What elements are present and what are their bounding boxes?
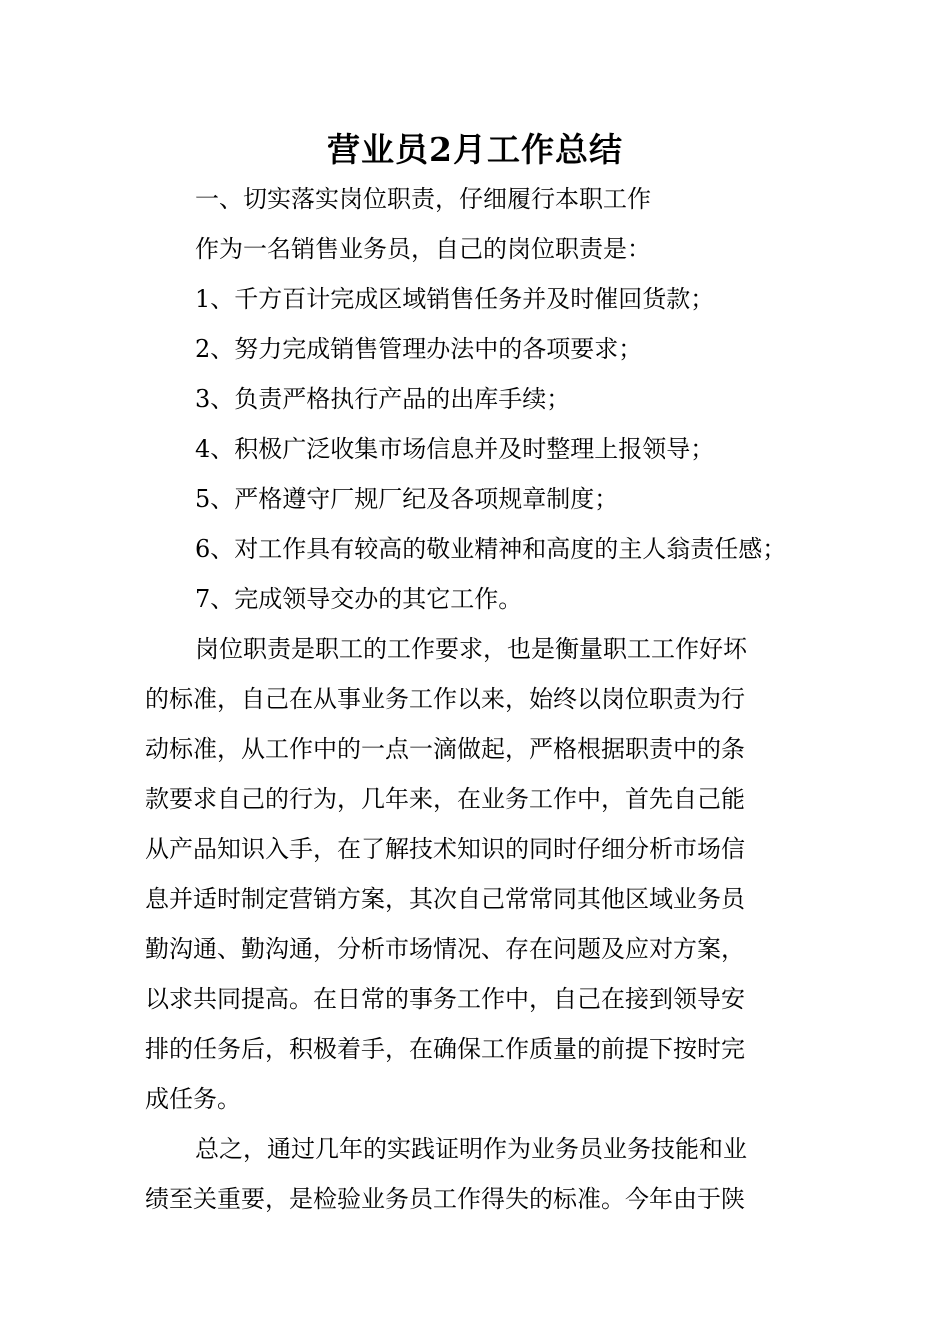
paragraph-line: 排的任务后，积极着手，在确保工作质量的前提下按时完 [145,1035,745,1063]
duty-item: 2、努力完成销售管理办法中的各项要求； [195,335,643,363]
paragraph-line: 绩至关重要，是检验业务员工作得失的标准。今年由于陕 [145,1185,745,1213]
duty-item: 5、严格遵守厂规厂纪及各项规章制度； [195,485,619,513]
paragraph-line: 息并适时制定营销方案，其次自己常常同其他区域业务员 [145,885,745,913]
duty-item: 4、积极广泛收集市场信息并及时整理上报领导； [195,435,715,463]
paragraph-line: 成任务。 [145,1085,241,1113]
duty-item: 3、负责严格执行产品的出库手续； [195,385,571,413]
paragraph-conclusion [145,1124,809,1224]
paragraph-line: 款要求自己的行为，几年来，在业务工作中，首先自己能 [145,785,745,813]
section-heading: 一、切实落实岗位职责，仔细履行本职工作 [195,185,651,213]
duty-item: 6、对工作具有较高的敬业精神和高度的主人翁责任感； [195,535,787,563]
paragraph-line: 从产品知识入手，在了解技术知识的同时仔细分析市场信 [145,835,745,863]
paragraph-duties-summary [145,624,809,1124]
intro-line: 作为一名销售业务员，自己的岗位职责是： [195,235,651,263]
document-title: 营业员2月工作总结 [327,130,623,169]
paragraph-line: 岗位职责是职工的工作要求，也是衡量职工工作好坏 [195,635,747,663]
duty-item: 1、千方百计完成区域销售任务并及时催回货款； [195,285,715,313]
paragraph-line: 以求共同提高。在日常的事务工作中，自己在接到领导安 [145,985,745,1013]
paragraph-line: 总之，通过几年的实践证明作为业务员业务技能和业 [195,1135,747,1163]
document-body [145,174,809,1224]
paragraph-line: 勤沟通、勤沟通，分析市场情况、存在问题及应对方案， [145,935,745,963]
duty-item: 7、完成领导交办的其它工作。 [195,585,523,613]
paragraph-line: 动标准，从工作中的一点一滴做起，严格根据职责中的条 [145,735,745,763]
paragraph-line: 的标准，自己在从事业务工作以来，始终以岗位职责为行 [145,685,745,713]
